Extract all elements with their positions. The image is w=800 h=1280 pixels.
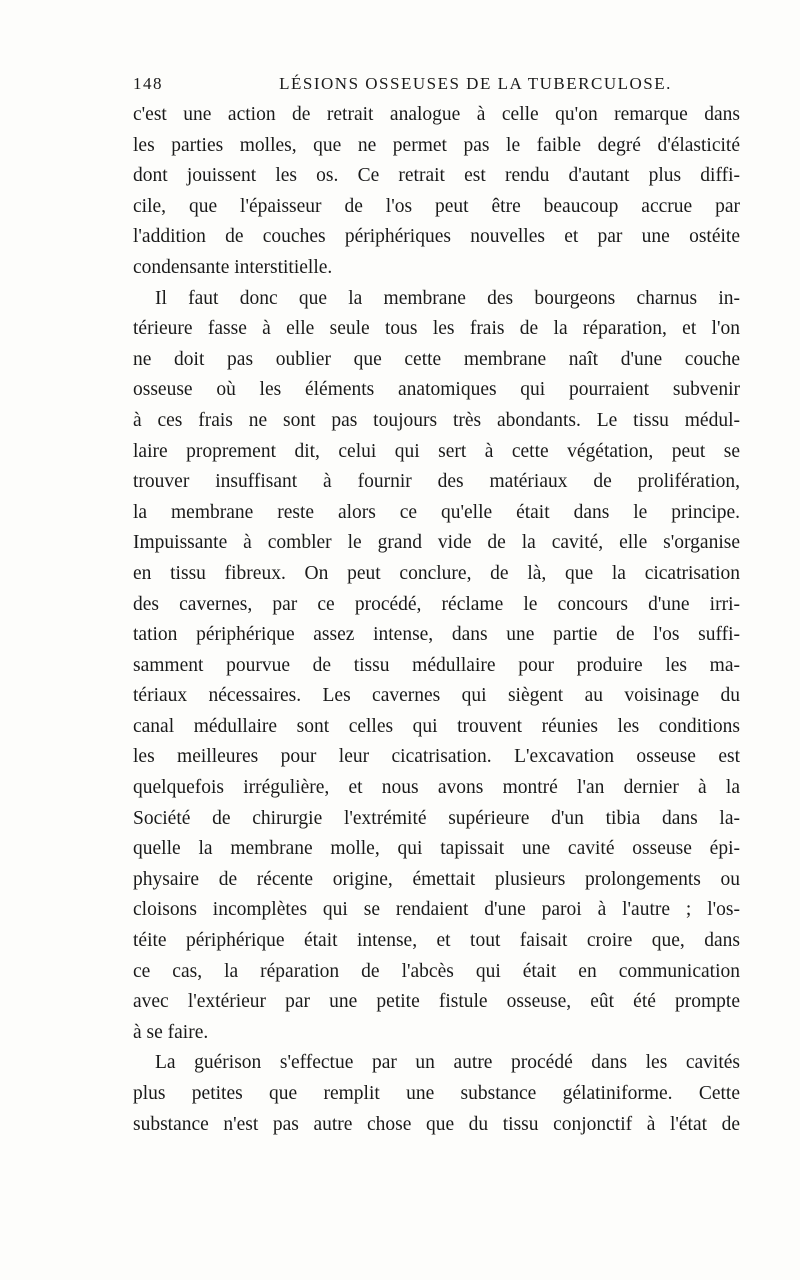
text-line: Impuissante à combler le grand vide de la cavité, elle s'organise [133,532,740,554]
text-line: laire proprement dit, celui qui sert à cette végétation, peut se [133,440,740,462]
text-line: en tissu fibreux. On peut conclure, de là, que la cicatrisation [133,562,740,584]
text-line: Il faut donc que la membrane des bourgeons charnus in- [155,287,740,309]
text-line: ce cas, la réparation de l'abcès qui était en communication [133,960,740,982]
page-number: 148 [133,74,163,93]
text-line: condensante interstitielle. [133,256,333,278]
text-line: samment pourvue de tissu médullaire pour produire les ma- [133,654,740,676]
text-line: substance n'est pas autre chose que du tissu conjonctif à l'état de [133,1113,740,1135]
text-line: La guérison s'effectue par un autre procédé dans les cavités [155,1052,740,1074]
text-line: les parties molles, que ne permet pas le faible degré d'élasticité [133,134,740,156]
text-line: la membrane reste alors ce qu'elle était dans le principe. [133,501,740,523]
text-line: térieure fasse à elle seule tous les frais de la réparation, et l'on [133,318,740,340]
text-line: Société de chirurgie l'extrémité supérieure d'un tibia dans la- [133,807,740,829]
text-line: cile, que l'épaisseur de l'os peut être beaucoup accrue par [133,195,740,217]
text-line: osseuse où les éléments anatomiques qui pourraient subvenir [133,379,740,401]
text-line: dont jouissent les os. Ce retrait est rendu d'autant plus diffi- [133,165,740,187]
text-line: quelquefois irrégulière, et nous avons montré l'an dernier à la [133,777,740,799]
text-line: cloisons incomplètes qui se rendaient d'une paroi à l'autre ; l'os- [133,899,740,921]
text-line: à ces frais ne sont pas toujours très abondants. Le tissu médul- [133,409,740,431]
text-line: tériaux nécessaires. Les cavernes qui siègent au voisinage du [133,685,740,707]
text-line: des cavernes, par ce procédé, réclame le concours d'une irri- [133,593,740,615]
text-line: plus petites que remplit une substance gélatiniforme. Cette [133,1083,740,1104]
text-line: les meilleures pour leur cicatrisation. L'excavation osseuse est [133,746,740,768]
text-line: avec l'extérieur par une petite fistule osseuse, eût été prompte [133,991,740,1013]
text-line: ne doit pas oublier que cette membrane naît d'une couche [133,348,740,370]
body-text [133,100,740,1140]
text-line: quelle la membrane molle, qui tapissait une cavité osseuse épi- [133,838,740,860]
text-line: tation périphérique assez intense, dans une partie de l'os suffi- [133,624,740,646]
running-head [133,74,740,98]
text-line: à se faire. [133,1021,209,1043]
text-line: canal médullaire sont celles qui trouvent réunies les conditions [133,715,740,737]
text-line: trouver insuffisant à fournir des matériaux de prolifération, [133,471,740,493]
text-line: physaire de récente origine, émettait plusieurs prolongements ou [133,868,740,890]
text-line: c'est une action de retrait analogue à celle qu'on remarque dans [133,104,740,125]
running-title: LÉSIONS OSSEUSES DE LA TUBERCULOSE. [279,74,672,93]
text-line: téite périphérique était intense, et tout faisait croire que, dans [133,930,740,952]
text-line: l'addition de couches périphériques nouvelles et par une ostéite [133,226,740,248]
